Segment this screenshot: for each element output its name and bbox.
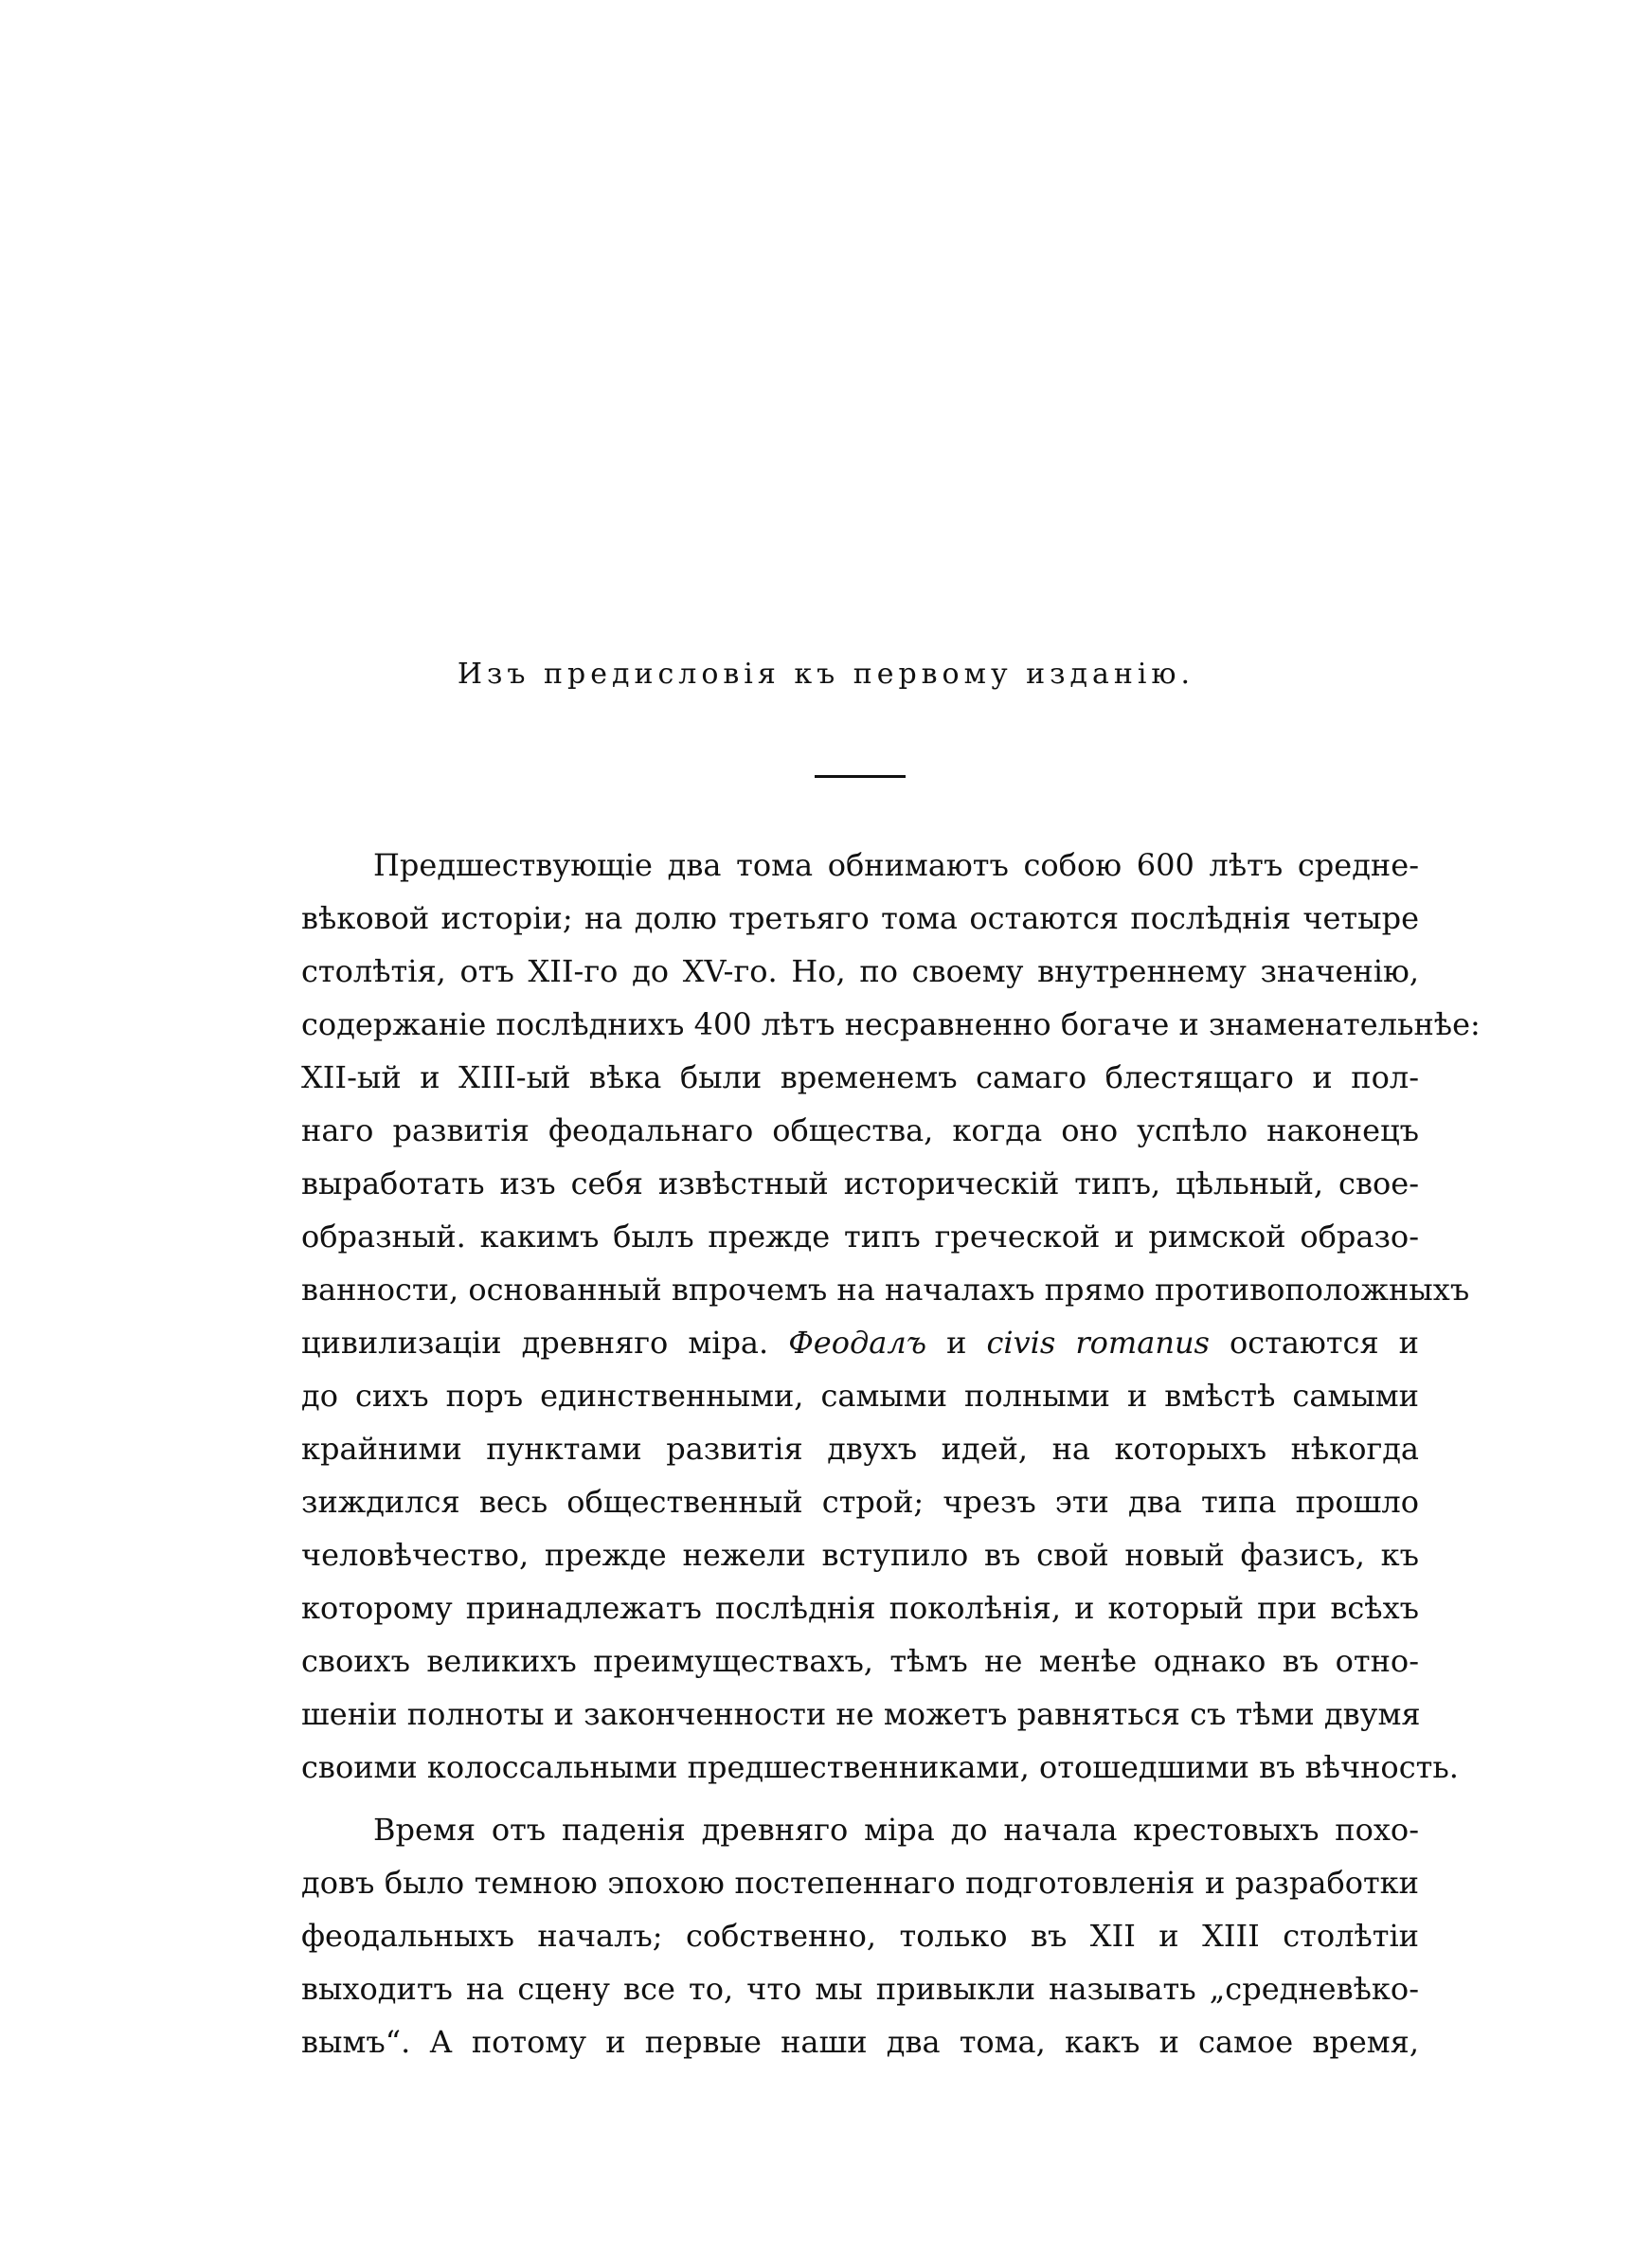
text-segment: цивилизаціи древняго міра.	[301, 1325, 769, 1361]
italic-term-feodal: Феодалъ	[788, 1325, 927, 1361]
text-line: наго развитія феодальнаго общества, когда оно успѣло наконецъ	[301, 1112, 1419, 1148]
text-line: ванности, основанный впрочемъ на началахъ прямо противоположныхъ	[301, 1272, 1470, 1308]
text-line: своими колоссальными предшественниками, отошедшими въ вѣчность.	[301, 1749, 1459, 1785]
text-line: Предшествующіе два тома обнимаютъ собою 600 лѣтъ средне-	[373, 847, 1419, 883]
text-line: Время отъ паденія древняго міра до начала крестовыхъ похо-	[373, 1812, 1419, 1848]
text-segment: остаются и	[1230, 1325, 1420, 1361]
text-line: выработать изъ себя извѣстный историческій типъ, цѣльный, свое-	[301, 1165, 1419, 1201]
text-line: содержаніе послѣднихъ 400 лѣтъ несравненно богаче и знаменательнѣе:	[301, 1006, 1481, 1042]
page-heading: Изъ предисловія къ первому изданію.	[457, 658, 1195, 691]
text-line: столѣтія, отъ XII-го до XV-го. Но, по своему внутреннему значенію,	[301, 953, 1419, 989]
body-text	[301, 839, 1481, 2068]
text-line: зиждился весь общественный строй; чрезъ эти два типа прошло	[301, 1484, 1419, 1520]
text-segment: и	[946, 1325, 967, 1361]
heading-divider	[815, 775, 906, 778]
text-line: которому принадлежатъ послѣднія поколѣнія, и который при всѣхъ	[301, 1590, 1419, 1626]
text-line: шеніи полноты и законченности не можетъ равняться съ тѣми двумя	[301, 1696, 1421, 1732]
text-line: выходитъ на сцену все то, что мы привыкли называть „средневѣко-	[301, 1971, 1419, 2007]
text-line: своихъ великихъ преимуществахъ, тѣмъ не менѣе однако въ отно-	[301, 1643, 1419, 1679]
text-line: довъ было темною эпохою постепеннаго подготовленія и разработки	[301, 1865, 1419, 1901]
text-line: до сихъ поръ единственными, самыми полными и вмѣстѣ самыми	[301, 1378, 1419, 1414]
text-line: вымъ“. А потому и первые наши два тома, какъ и самое время,	[301, 2024, 1419, 2060]
text-line: XII-ый и XIII-ый вѣка были временемъ самаго блестящаго и пол-	[301, 1059, 1419, 1095]
text-line: человѣчество, прежде нежели вступило въ свой новый фазисъ, къ	[301, 1537, 1419, 1573]
text-line: образный. какимъ былъ прежде типъ греческой и римской образо-	[301, 1219, 1419, 1255]
text-line: вѣковой исторіи; на долю третьяго тома остаются послѣднія четыре	[301, 900, 1419, 936]
text-line: крайними пунктами развитія двухъ идей, на которыхъ нѣкогда	[301, 1431, 1419, 1467]
italic-term-civis-romanus: civis romanus	[986, 1325, 1210, 1361]
text-line-mixed	[301, 1316, 1419, 1369]
text-line: феодальныхъ началъ; собственно, только въ XII и XIII столѣтіи	[301, 1918, 1419, 1954]
